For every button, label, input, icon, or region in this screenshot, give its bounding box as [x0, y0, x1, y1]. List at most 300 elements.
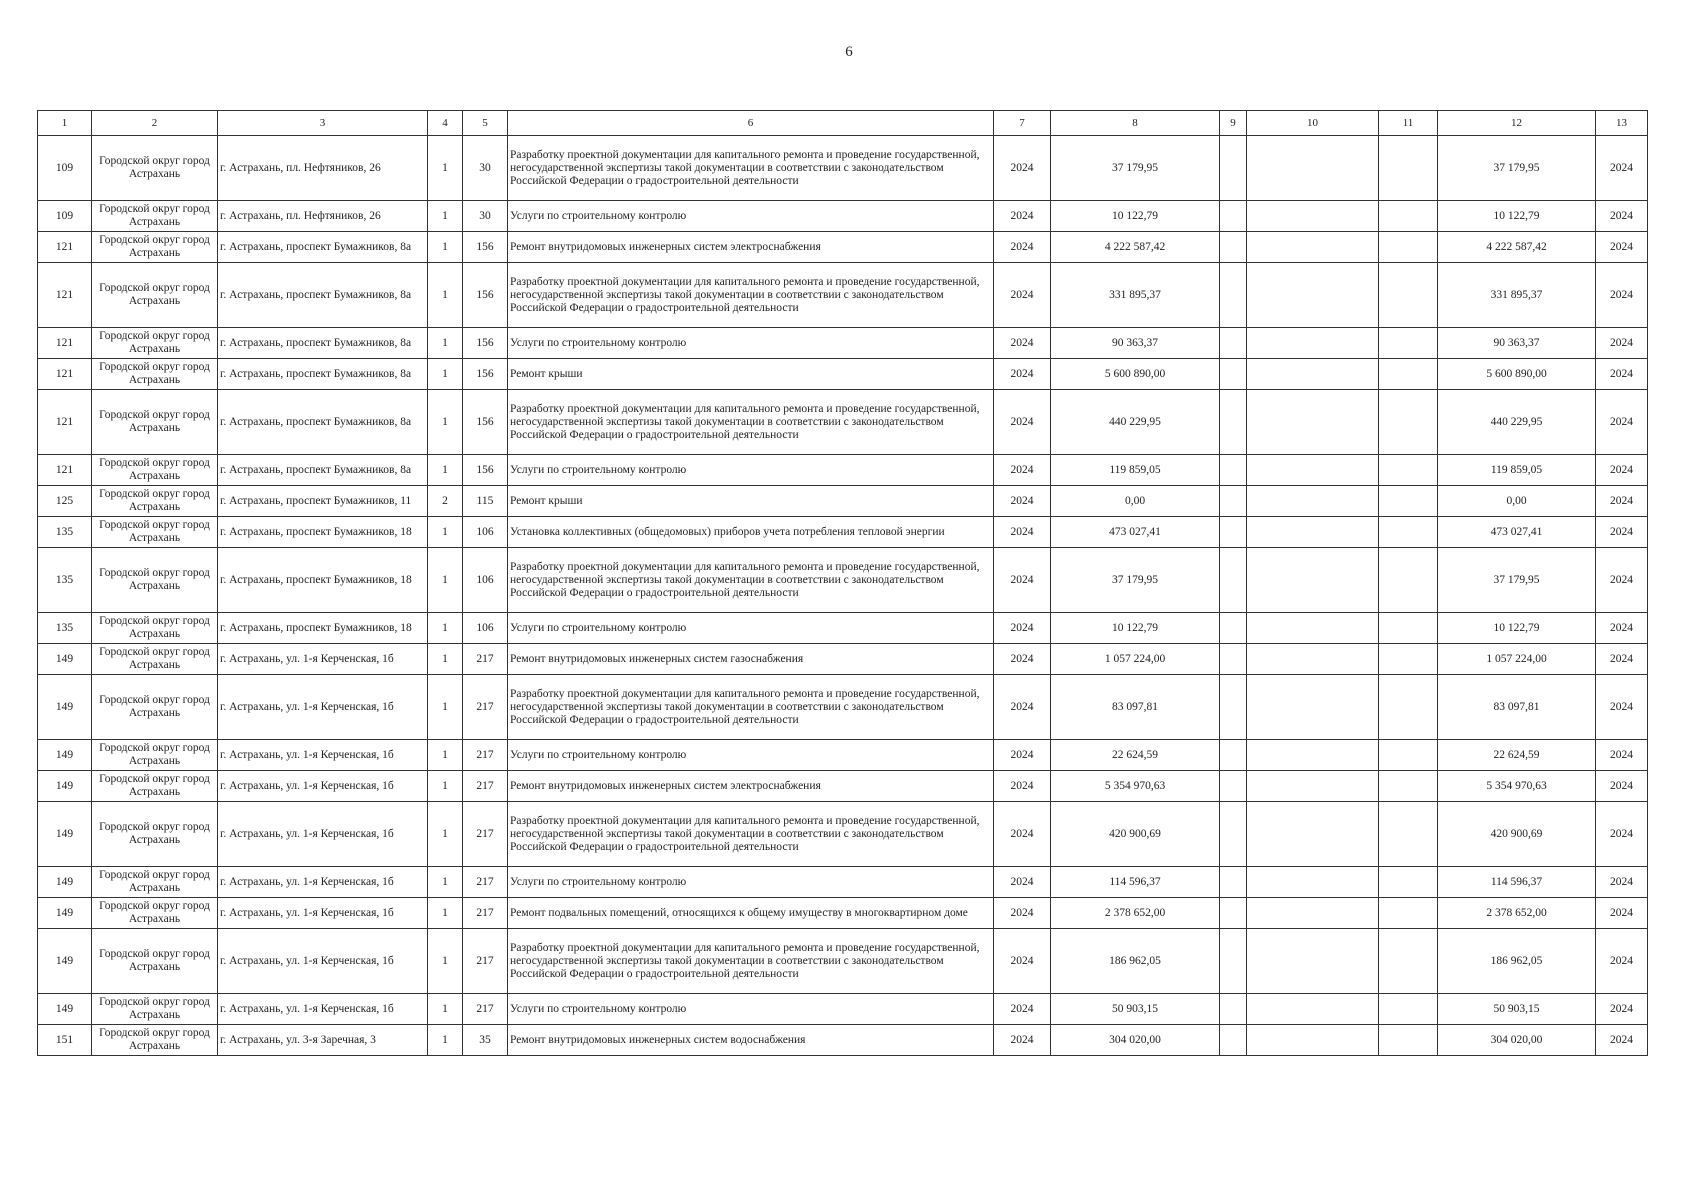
- total-value: 50 903,15: [1438, 994, 1596, 1025]
- cost-value: 473 027,41: [1051, 517, 1220, 548]
- col-10-value: [1247, 740, 1379, 771]
- address: г. Астрахань, проспект Бумажников, 11: [218, 486, 428, 517]
- cost-value: 2 378 652,00: [1051, 898, 1220, 929]
- completion-year: 2024: [1596, 517, 1648, 548]
- work-type: Ремонт внутридомовых инженерных систем электроснабжения: [508, 771, 994, 802]
- year-value: 2024: [994, 136, 1051, 201]
- municipality: Городской округ город Астрахань: [92, 771, 218, 802]
- work-type: Услуги по строительному контролю: [508, 328, 994, 359]
- col-5-value: 217: [463, 802, 508, 867]
- col-4-value: 1: [428, 994, 463, 1025]
- row-number: 109: [38, 136, 92, 201]
- completion-year: 2024: [1596, 263, 1648, 328]
- table-row: [38, 232, 1648, 263]
- address: г. Астрахань, ул. 1-я Керченская, 1б: [218, 898, 428, 929]
- col-5-value: 106: [463, 548, 508, 613]
- year-value: 2024: [994, 263, 1051, 328]
- cost-value: 331 895,37: [1051, 263, 1220, 328]
- col-10-value: [1247, 675, 1379, 740]
- year-value: 2024: [994, 1025, 1051, 1056]
- col-11-value: [1379, 867, 1438, 898]
- col-10-value: [1247, 263, 1379, 328]
- total-value: 5 354 970,63: [1438, 771, 1596, 802]
- cost-value: 50 903,15: [1051, 994, 1220, 1025]
- cost-value: 90 363,37: [1051, 328, 1220, 359]
- column-header-6: 6: [508, 111, 994, 136]
- year-value: 2024: [994, 675, 1051, 740]
- col-11-value: [1379, 1025, 1438, 1056]
- col-9-value: [1220, 613, 1247, 644]
- row-number: 135: [38, 517, 92, 548]
- work-type: Ремонт подвальных помещений, относящихся к общему имуществу в многоквартирном доме: [508, 898, 994, 929]
- row-number: 121: [38, 328, 92, 359]
- col-11-value: [1379, 802, 1438, 867]
- year-value: 2024: [994, 517, 1051, 548]
- cost-value: 37 179,95: [1051, 136, 1220, 201]
- col-4-value: 1: [428, 390, 463, 455]
- table-row: [38, 994, 1648, 1025]
- total-value: 37 179,95: [1438, 136, 1596, 201]
- col-10-value: [1247, 201, 1379, 232]
- completion-year: 2024: [1596, 136, 1648, 201]
- completion-year: 2024: [1596, 740, 1648, 771]
- col-5-value: 156: [463, 455, 508, 486]
- col-10-value: [1247, 802, 1379, 867]
- work-type: Разработку проектной документации для капитального ремонта и проведение государственной, негосударственной экспертизы такой документации в соответствии с законодательством Российской Федерации о градостроительной деятельности: [508, 929, 994, 994]
- col-4-value: 2: [428, 486, 463, 517]
- municipality: Городской округ город Астрахань: [92, 201, 218, 232]
- row-number: 121: [38, 263, 92, 328]
- work-type: Разработку проектной документации для капитального ремонта и проведение государственной, негосударственной экспертизы такой документации в соответствии с законодательством Российской Федерации о градостроительной деятельности: [508, 548, 994, 613]
- municipality: Городской округ город Астрахань: [92, 1025, 218, 1056]
- municipality: Городской округ город Астрахань: [92, 232, 218, 263]
- column-header-12: 12: [1438, 111, 1596, 136]
- total-value: 1 057 224,00: [1438, 644, 1596, 675]
- col-9-value: [1220, 201, 1247, 232]
- col-11-value: [1379, 390, 1438, 455]
- year-value: 2024: [994, 771, 1051, 802]
- completion-year: 2024: [1596, 390, 1648, 455]
- table-row: [38, 486, 1648, 517]
- cost-value: 10 122,79: [1051, 613, 1220, 644]
- col-5-value: 217: [463, 994, 508, 1025]
- col-5-value: 217: [463, 867, 508, 898]
- total-value: 10 122,79: [1438, 201, 1596, 232]
- total-value: 10 122,79: [1438, 613, 1596, 644]
- total-value: 90 363,37: [1438, 328, 1596, 359]
- address: г. Астрахань, проспект Бумажников, 8а: [218, 328, 428, 359]
- table-row: [38, 328, 1648, 359]
- col-4-value: 1: [428, 675, 463, 740]
- work-type: Ремонт внутридомовых инженерных систем газоснабжения: [508, 644, 994, 675]
- row-number: 109: [38, 201, 92, 232]
- work-type: Услуги по строительному контролю: [508, 201, 994, 232]
- col-10-value: [1247, 455, 1379, 486]
- col-9-value: [1220, 994, 1247, 1025]
- col-5-value: 156: [463, 328, 508, 359]
- address: г. Астрахань, проспект Бумажников, 8а: [218, 263, 428, 328]
- work-type: Ремонт крыши: [508, 486, 994, 517]
- col-10-value: [1247, 771, 1379, 802]
- address: г. Астрахань, проспект Бумажников, 18: [218, 517, 428, 548]
- table-body: [38, 136, 1648, 1056]
- col-5-value: 156: [463, 359, 508, 390]
- col-4-value: 1: [428, 263, 463, 328]
- column-header-9: 9: [1220, 111, 1247, 136]
- col-11-value: [1379, 994, 1438, 1025]
- col-4-value: 1: [428, 802, 463, 867]
- column-header-3: 3: [218, 111, 428, 136]
- year-value: 2024: [994, 613, 1051, 644]
- col-4-value: 1: [428, 740, 463, 771]
- col-9-value: [1220, 328, 1247, 359]
- cost-value: 114 596,37: [1051, 867, 1220, 898]
- col-4-value: 1: [428, 644, 463, 675]
- table-row: [38, 517, 1648, 548]
- col-9-value: [1220, 455, 1247, 486]
- work-type: Разработку проектной документации для капитального ремонта и проведение государственной, негосударственной экспертизы такой документации в соответствии с законодательством Российской Федерации о градостроительной деятельности: [508, 675, 994, 740]
- column-header-5: 5: [463, 111, 508, 136]
- column-header-1: 1: [38, 111, 92, 136]
- col-4-value: 1: [428, 613, 463, 644]
- cost-value: 10 122,79: [1051, 201, 1220, 232]
- table-row: [38, 802, 1648, 867]
- address: г. Астрахань, пл. Нефтяников, 26: [218, 136, 428, 201]
- municipality: Городской округ город Астрахань: [92, 994, 218, 1025]
- cost-value: 304 020,00: [1051, 1025, 1220, 1056]
- municipality: Городской округ город Астрахань: [92, 613, 218, 644]
- row-number: 149: [38, 867, 92, 898]
- col-5-value: 30: [463, 136, 508, 201]
- table-row: [38, 867, 1648, 898]
- address: г. Астрахань, проспект Бумажников, 8а: [218, 455, 428, 486]
- table-row: [38, 644, 1648, 675]
- year-value: 2024: [994, 994, 1051, 1025]
- total-value: 440 229,95: [1438, 390, 1596, 455]
- col-4-value: 1: [428, 929, 463, 994]
- year-value: 2024: [994, 644, 1051, 675]
- cost-value: 119 859,05: [1051, 455, 1220, 486]
- col-11-value: [1379, 201, 1438, 232]
- completion-year: 2024: [1596, 771, 1648, 802]
- column-header-10: 10: [1247, 111, 1379, 136]
- completion-year: 2024: [1596, 486, 1648, 517]
- municipality: Городской округ город Астрахань: [92, 867, 218, 898]
- completion-year: 2024: [1596, 548, 1648, 613]
- completion-year: 2024: [1596, 929, 1648, 994]
- col-4-value: 1: [428, 328, 463, 359]
- col-9-value: [1220, 263, 1247, 328]
- municipality: Городской округ город Астрахань: [92, 136, 218, 201]
- table-row: [38, 1025, 1648, 1056]
- page-number: 6: [845, 44, 853, 60]
- col-10-value: [1247, 613, 1379, 644]
- table-row: [38, 771, 1648, 802]
- total-value: 331 895,37: [1438, 263, 1596, 328]
- municipality: Городской округ город Астрахань: [92, 390, 218, 455]
- completion-year: 2024: [1596, 201, 1648, 232]
- address: г. Астрахань, ул. 1-я Керченская, 1б: [218, 771, 428, 802]
- year-value: 2024: [994, 548, 1051, 613]
- address: г. Астрахань, проспект Бумажников, 18: [218, 613, 428, 644]
- col-5-value: 217: [463, 771, 508, 802]
- table-row: [38, 548, 1648, 613]
- column-header-7: 7: [994, 111, 1051, 136]
- total-value: 114 596,37: [1438, 867, 1596, 898]
- col-10-value: [1247, 1025, 1379, 1056]
- cost-value: 4 222 587,42: [1051, 232, 1220, 263]
- table-row: [38, 263, 1648, 328]
- completion-year: 2024: [1596, 359, 1648, 390]
- total-value: 420 900,69: [1438, 802, 1596, 867]
- year-value: 2024: [994, 867, 1051, 898]
- col-10-value: [1247, 136, 1379, 201]
- register-table: [37, 110, 1648, 1056]
- col-9-value: [1220, 548, 1247, 613]
- total-value: 186 962,05: [1438, 929, 1596, 994]
- col-4-value: 1: [428, 136, 463, 201]
- col-11-value: [1379, 644, 1438, 675]
- col-10-value: [1247, 867, 1379, 898]
- year-value: 2024: [994, 201, 1051, 232]
- address: г. Астрахань, проспект Бумажников, 8а: [218, 390, 428, 455]
- year-value: 2024: [994, 802, 1051, 867]
- year-value: 2024: [994, 390, 1051, 455]
- total-value: 304 020,00: [1438, 1025, 1596, 1056]
- work-type: Услуги по строительному контролю: [508, 994, 994, 1025]
- table-row: [38, 455, 1648, 486]
- completion-year: 2024: [1596, 644, 1648, 675]
- completion-year: 2024: [1596, 675, 1648, 740]
- cost-value: 83 097,81: [1051, 675, 1220, 740]
- col-4-value: 1: [428, 359, 463, 390]
- table-row: [38, 613, 1648, 644]
- table-header-row: [38, 111, 1648, 136]
- cost-value: 440 229,95: [1051, 390, 1220, 455]
- row-number: 149: [38, 740, 92, 771]
- col-9-value: [1220, 802, 1247, 867]
- col-5-value: 106: [463, 613, 508, 644]
- municipality: Городской округ город Астрахань: [92, 486, 218, 517]
- col-5-value: 115: [463, 486, 508, 517]
- total-value: 119 859,05: [1438, 455, 1596, 486]
- cost-value: 5 354 970,63: [1051, 771, 1220, 802]
- col-11-value: [1379, 517, 1438, 548]
- col-11-value: [1379, 136, 1438, 201]
- col-11-value: [1379, 929, 1438, 994]
- year-value: 2024: [994, 929, 1051, 994]
- total-value: 0,00: [1438, 486, 1596, 517]
- col-10-value: [1247, 898, 1379, 929]
- total-value: 473 027,41: [1438, 517, 1596, 548]
- col-10-value: [1247, 644, 1379, 675]
- col-5-value: 156: [463, 232, 508, 263]
- col-11-value: [1379, 359, 1438, 390]
- col-9-value: [1220, 136, 1247, 201]
- col-4-value: 1: [428, 867, 463, 898]
- col-9-value: [1220, 517, 1247, 548]
- address: г. Астрахань, ул. 1-я Керченская, 1б: [218, 802, 428, 867]
- completion-year: 2024: [1596, 802, 1648, 867]
- cost-value: 1 057 224,00: [1051, 644, 1220, 675]
- row-number: 149: [38, 929, 92, 994]
- municipality: Городской округ город Астрахань: [92, 359, 218, 390]
- municipality: Городской округ город Астрахань: [92, 328, 218, 359]
- address: г. Астрахань, ул. 1-я Керченская, 1б: [218, 644, 428, 675]
- col-11-value: [1379, 613, 1438, 644]
- row-number: 149: [38, 898, 92, 929]
- row-number: 121: [38, 390, 92, 455]
- col-5-value: 217: [463, 929, 508, 994]
- address: г. Астрахань, ул. 1-я Керченская, 1б: [218, 740, 428, 771]
- address: г. Астрахань, пл. Нефтяников, 26: [218, 201, 428, 232]
- col-4-value: 1: [428, 455, 463, 486]
- row-number: 125: [38, 486, 92, 517]
- municipality: Городской округ город Астрахань: [92, 644, 218, 675]
- completion-year: 2024: [1596, 328, 1648, 359]
- address: г. Астрахань, ул. 1-я Керченская, 1б: [218, 867, 428, 898]
- municipality: Городской округ город Астрахань: [92, 740, 218, 771]
- completion-year: 2024: [1596, 994, 1648, 1025]
- col-9-value: [1220, 486, 1247, 517]
- address: г. Астрахань, ул. 1-я Керченская, 1б: [218, 929, 428, 994]
- year-value: 2024: [994, 359, 1051, 390]
- col-11-value: [1379, 898, 1438, 929]
- col-5-value: 217: [463, 898, 508, 929]
- col-9-value: [1220, 740, 1247, 771]
- row-number: 135: [38, 548, 92, 613]
- total-value: 5 600 890,00: [1438, 359, 1596, 390]
- col-11-value: [1379, 548, 1438, 613]
- municipality: Городской округ город Астрахань: [92, 548, 218, 613]
- col-10-value: [1247, 994, 1379, 1025]
- cost-value: 37 179,95: [1051, 548, 1220, 613]
- address: г. Астрахань, ул. 3-я Заречная, 3: [218, 1025, 428, 1056]
- col-10-value: [1247, 390, 1379, 455]
- municipality: Городской округ город Астрахань: [92, 898, 218, 929]
- completion-year: 2024: [1596, 455, 1648, 486]
- address: г. Астрахань, ул. 1-я Керченская, 1б: [218, 675, 428, 740]
- table-row: [38, 201, 1648, 232]
- col-11-value: [1379, 675, 1438, 740]
- col-9-value: [1220, 232, 1247, 263]
- year-value: 2024: [994, 232, 1051, 263]
- cost-value: 186 962,05: [1051, 929, 1220, 994]
- col-5-value: 156: [463, 263, 508, 328]
- address: г. Астрахань, проспект Бумажников, 18: [218, 548, 428, 613]
- col-10-value: [1247, 359, 1379, 390]
- col-4-value: 1: [428, 548, 463, 613]
- col-10-value: [1247, 548, 1379, 613]
- municipality: Городской округ город Астрахань: [92, 455, 218, 486]
- work-type: Услуги по строительному контролю: [508, 613, 994, 644]
- total-value: 37 179,95: [1438, 548, 1596, 613]
- row-number: 121: [38, 455, 92, 486]
- column-header-2: 2: [92, 111, 218, 136]
- row-number: 149: [38, 675, 92, 740]
- year-value: 2024: [994, 486, 1051, 517]
- col-5-value: 217: [463, 644, 508, 675]
- address: г. Астрахань, проспект Бумажников, 8а: [218, 232, 428, 263]
- total-value: 4 222 587,42: [1438, 232, 1596, 263]
- municipality: Городской округ город Астрахань: [92, 517, 218, 548]
- col-5-value: 106: [463, 517, 508, 548]
- col-9-value: [1220, 644, 1247, 675]
- table-row: [38, 898, 1648, 929]
- col-9-value: [1220, 359, 1247, 390]
- col-11-value: [1379, 328, 1438, 359]
- table-row: [38, 136, 1648, 201]
- row-number: 121: [38, 359, 92, 390]
- col-9-value: [1220, 1025, 1247, 1056]
- column-header-8: 8: [1051, 111, 1220, 136]
- municipality: Городской округ город Астрахань: [92, 802, 218, 867]
- row-number: 121: [38, 232, 92, 263]
- col-9-value: [1220, 771, 1247, 802]
- col-5-value: 30: [463, 201, 508, 232]
- row-number: 149: [38, 771, 92, 802]
- work-type: Ремонт крыши: [508, 359, 994, 390]
- col-11-value: [1379, 455, 1438, 486]
- year-value: 2024: [994, 328, 1051, 359]
- col-4-value: 1: [428, 232, 463, 263]
- column-header-4: 4: [428, 111, 463, 136]
- work-type: Разработку проектной документации для капитального ремонта и проведение государственной, негосударственной экспертизы такой документации в соответствии с законодательством Российской Федерации о градостроительной деятельности: [508, 136, 994, 201]
- col-10-value: [1247, 929, 1379, 994]
- work-type: Ремонт внутридомовых инженерных систем электроснабжения: [508, 232, 994, 263]
- col-9-value: [1220, 390, 1247, 455]
- col-5-value: 35: [463, 1025, 508, 1056]
- address: г. Астрахань, ул. 1-я Керченская, 1б: [218, 994, 428, 1025]
- col-4-value: 1: [428, 771, 463, 802]
- work-type: Услуги по строительному контролю: [508, 740, 994, 771]
- col-4-value: 1: [428, 201, 463, 232]
- completion-year: 2024: [1596, 867, 1648, 898]
- row-number: 149: [38, 802, 92, 867]
- completion-year: 2024: [1596, 1025, 1648, 1056]
- completion-year: 2024: [1596, 232, 1648, 263]
- col-10-value: [1247, 232, 1379, 263]
- column-header-13: 13: [1596, 111, 1648, 136]
- col-4-value: 1: [428, 1025, 463, 1056]
- col-11-value: [1379, 263, 1438, 328]
- cost-value: 0,00: [1051, 486, 1220, 517]
- row-number: 135: [38, 613, 92, 644]
- col-9-value: [1220, 929, 1247, 994]
- table-row: [38, 740, 1648, 771]
- col-11-value: [1379, 232, 1438, 263]
- col-5-value: 217: [463, 675, 508, 740]
- row-number: 149: [38, 994, 92, 1025]
- address: г. Астрахань, проспект Бумажников, 8а: [218, 359, 428, 390]
- work-type: Разработку проектной документации для капитального ремонта и проведение государственной, негосударственной экспертизы такой документации в соответствии с законодательством Российской Федерации о градостроительной деятельности: [508, 263, 994, 328]
- cost-value: 420 900,69: [1051, 802, 1220, 867]
- col-9-value: [1220, 867, 1247, 898]
- table-row: [38, 390, 1648, 455]
- completion-year: 2024: [1596, 898, 1648, 929]
- total-value: 2 378 652,00: [1438, 898, 1596, 929]
- year-value: 2024: [994, 898, 1051, 929]
- col-4-value: 1: [428, 898, 463, 929]
- work-type: Услуги по строительному контролю: [508, 867, 994, 898]
- table-row: [38, 675, 1648, 740]
- col-10-value: [1247, 328, 1379, 359]
- total-value: 83 097,81: [1438, 675, 1596, 740]
- work-type: Ремонт внутридомовых инженерных систем водоснабжения: [508, 1025, 994, 1056]
- table-row: [38, 929, 1648, 994]
- col-9-value: [1220, 675, 1247, 740]
- municipality: Городской округ город Астрахань: [92, 263, 218, 328]
